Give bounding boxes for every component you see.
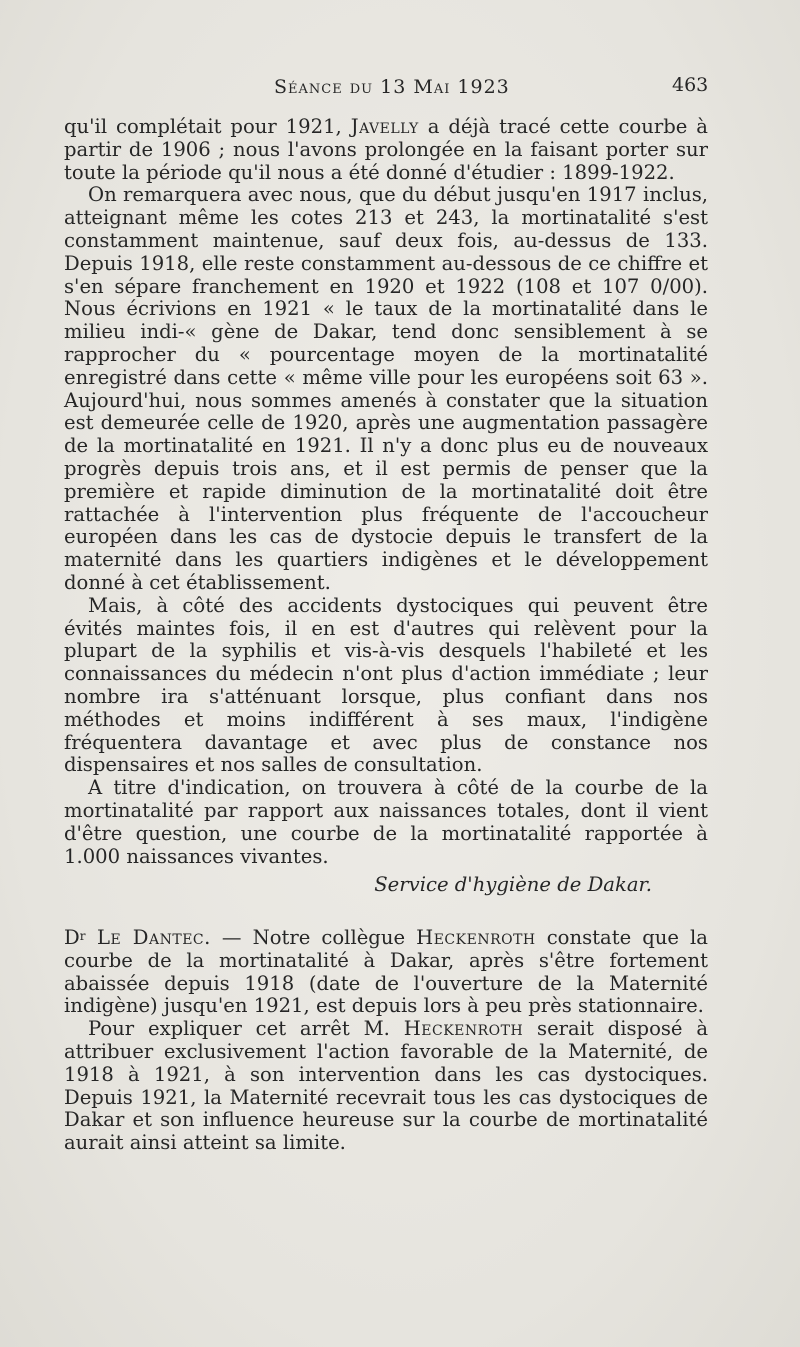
paragraph-1-rest: a déjà tracé cette courbe à partir de 1906 ; nous l'avons prolongée en la faisant porter sur toute la période qu'il nous a été donné d'étudier : 1899-1922. <box>64 115 708 184</box>
paragraph-1 <box>64 116 708 184</box>
page-number: 463 <box>672 74 709 96</box>
paragraph-6 <box>64 1018 708 1155</box>
doctor-abbrev-sup: r <box>79 929 86 944</box>
body-text <box>64 116 708 1155</box>
running-head <box>0 72 800 102</box>
signature: Service d'hygiène de Dakar. <box>374 873 652 897</box>
doctor-abbrev: D <box>64 926 80 950</box>
name-heckenroth-2: Heckenroth <box>403 1017 524 1041</box>
author-name-javelly: Javelly <box>350 115 419 138</box>
paragraph-6-b: serait disposé à attribuer exclusivement l'action favorable de la Maternité, de 1918 à 1921, à son intervention dans les cas dystociques. Depuis 1921, la Maternité recevrait tous les cas dystociques de Dakar et son influence heureuse sur la courbe de mortinatalité aurait ainsi atteint sa limite. <box>64 1017 709 1155</box>
name-heckenroth-1: Heckenroth <box>416 926 536 950</box>
running-head-title: Séance du 13 Mai 1923 <box>274 76 510 98</box>
paragraph-1-start: qu'il complétait pour 1921, <box>64 115 351 138</box>
speaker-name-le-dantec: Le Dantec. <box>85 926 211 950</box>
paragraph-2: On remarquera avec nous, que du début jusqu'en 1917 inclus, atteignant même les cotes 213 et 243, la mortinatalité s'est constamment maintenue, sauf deux fois, au-dessus de 133. Depuis 1918, elle reste constamment au-dessous de ce chiffre et s'en sépare franchement en 1920 et 1922 (108 et 107 0/00). Nous écrivions en 1921 « le taux de la mortinatalité dans le milieu indi-« gène de Dakar, tend donc sensiblement à se rapprocher du « pourcentage moyen de la mortinatalité enregistré dans cette « même ville pour les européens soit 63 ». Aujourd'hui, nous sommes amenés à constater que la situation est demeurée celle de 1920, après une augmentation passagère de la mortinatalité en 1921. Il n'y a donc plus eu de nouveaux progrès depuis trois ans, et il est permis de penser que la première et rapide diminution de la mortinatalité doit être rattachée à l'intervention plus fréquente de l'accoucheur européen dans les cas de dystocie depuis le transfert de la maternité dans les quartiers indigènes et le développement donné à cet établissement. <box>64 183 708 594</box>
paragraph-4: A titre d'indication, on trouvera à côté de la courbe de la mortinatalité par rapport aux naissances totales, dont il vient d'être question, une courbe de la mortinatalité rapportée à 1.000 naissances vivantes. <box>64 776 708 868</box>
paragraph-5-a: — Notre collègue <box>210 926 417 950</box>
paragraph-5 <box>64 925 708 1018</box>
paragraph-5-b: constate que la courbe de la mortinatalité à Dakar, après s'être fortement abaissée depuis 1918 (date de l'ouverture de la Maternité indigène) jusqu'en 1921, est depuis lors à peu près stationnaire. <box>64 926 708 1018</box>
paragraph-3: Mais, à côté des accidents dystociques qui peuvent être évités maintes fois, il en est d'autres qui relèvent pour la plupart de la syphilis et vis-à-vis desquels l'habileté et les connaissances du médecin n'ont plus d'action immédiate ; leur nombre ira s'atténuant lorsque, plus confiant dans nos méthodes et moins indifférent à ses maux, l'indigène fréquentera davantage et avec plus de constance nos dispensaires et nos salles de consultation. <box>64 593 708 777</box>
section-gap <box>64 897 708 925</box>
paragraph-6-a: Pour expliquer cet arrêt M. <box>88 1017 404 1041</box>
